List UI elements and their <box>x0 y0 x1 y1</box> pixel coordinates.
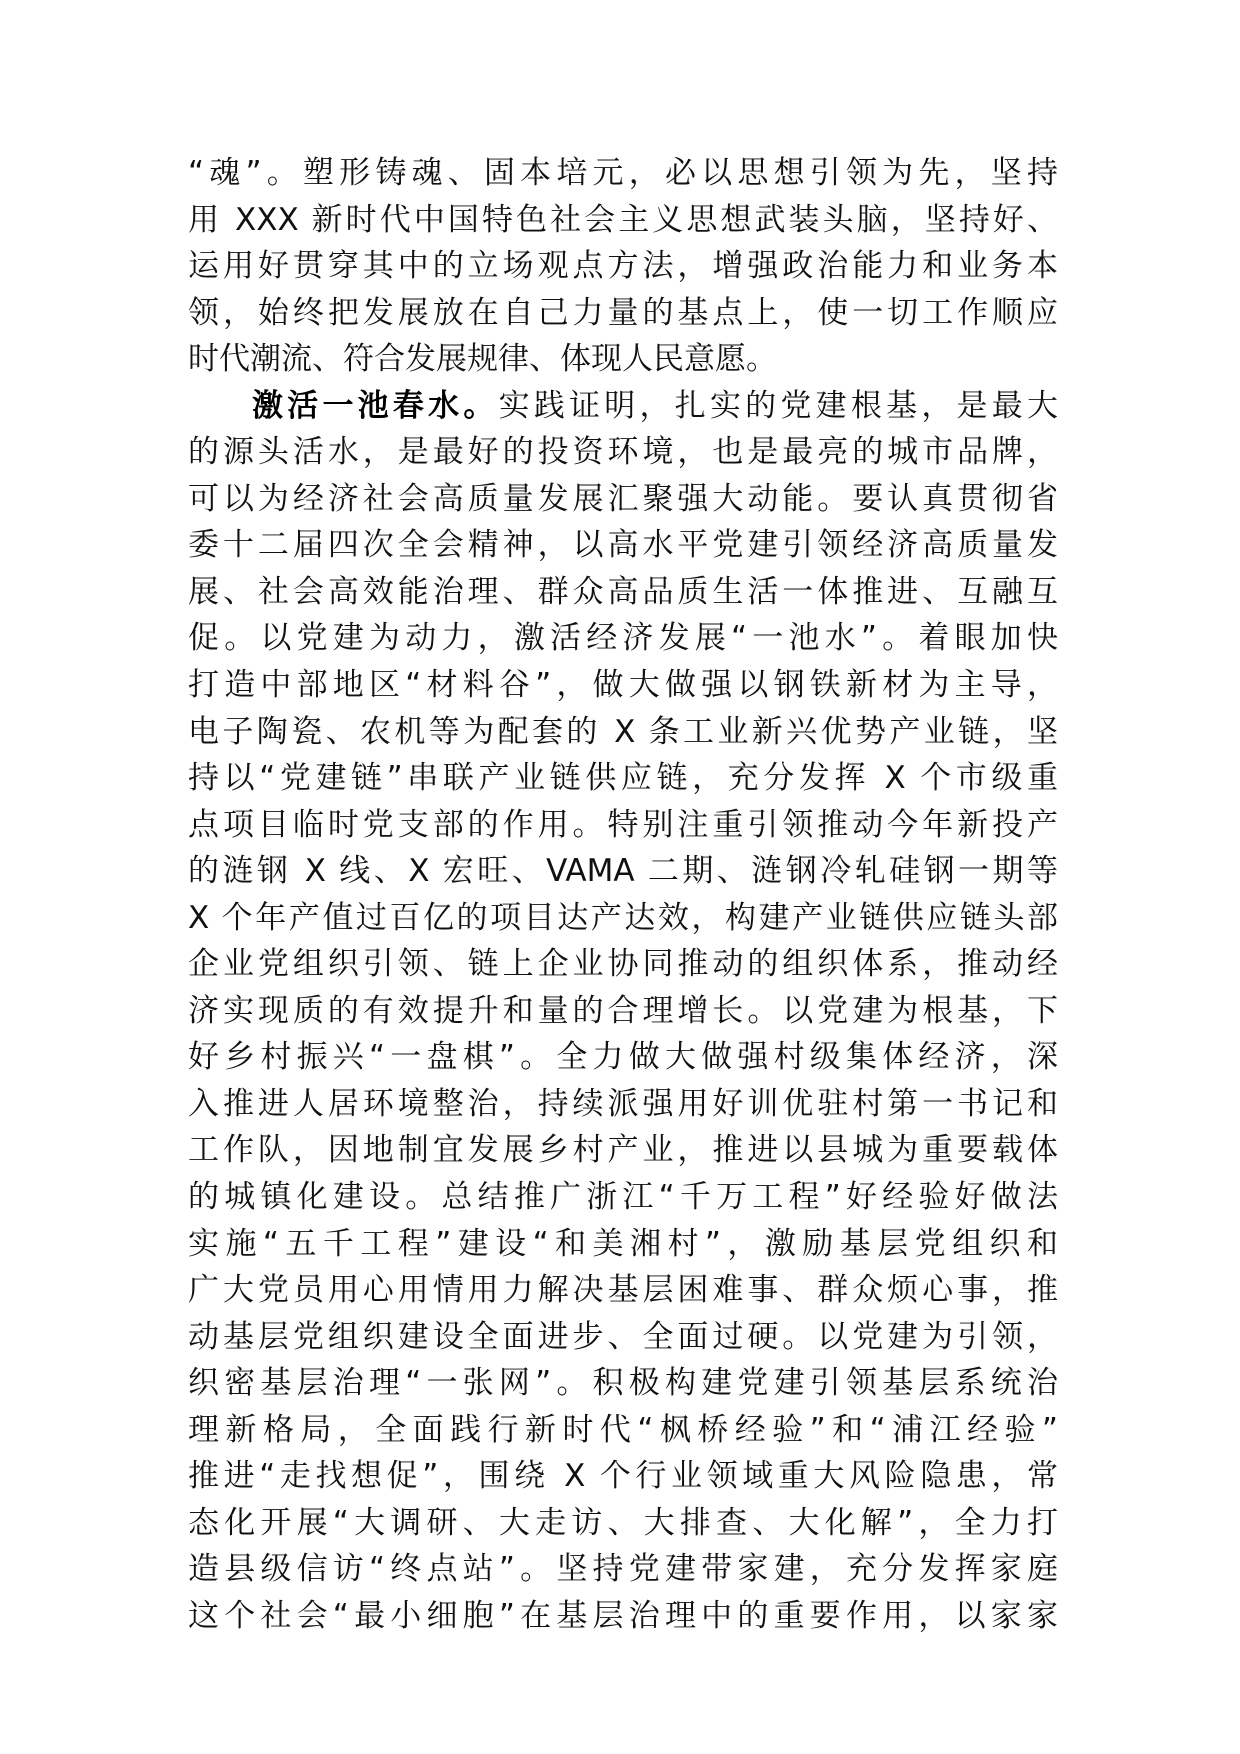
paragraph-activate-spring-water <box>188 383 1058 1640</box>
text-line: X 个年产值过百亿的项目达产达效，构建产业链供应链头部 <box>188 899 1058 936</box>
text-line: 展、社会高效能治理、群众高品质生活一体推进、互融互 <box>188 573 1058 610</box>
text-line: 推进“走找想促”，围绕 X 个行业领域重大风险隐患，常 <box>188 1458 1058 1495</box>
text-run: 实践证明，扎实的党建根基，是最大 <box>498 387 1059 424</box>
text-line: 运用好贯穿其中的立场观点方法，增强政治能力和业务本 <box>188 248 1058 285</box>
text-line: 持以“党建链”串联产业链供应链，充分发挥 X 个市级重 <box>188 760 1058 797</box>
text-line: 动基层党组织建设全面进步、全面过硬。以党建为引领， <box>188 1318 1058 1355</box>
text-line: 理新格局，全面践行新时代“枫桥经验”和“浦江经验” <box>188 1411 1058 1448</box>
text-line: 广大党员用心用情用力解决基层困难事、群众烦心事，推 <box>188 1272 1058 1309</box>
text-line: “魂”。塑形铸魂、固本培元，必以思想引领为先，坚持 <box>188 155 1058 191</box>
section-heading: 激活一池春水。 <box>252 387 499 424</box>
text-line: 点项目临时党支部的作用。特别注重引领推动今年新投产 <box>188 806 1058 843</box>
text-line: 好乡村振兴“一盘棋”。全力做大做强村级集体经济，深 <box>188 1039 1058 1076</box>
text-line: 工作队，因地制宜发展乡村产业，推进以县城为重要载体 <box>188 1132 1058 1169</box>
text-line: 实施“五千工程”建设“和美湘村”，激励基层党组织和 <box>188 1225 1058 1262</box>
text-line: 态化开展“大调研、大走访、大排查、大化解”，全力打 <box>188 1504 1058 1541</box>
text-line: 领，始终把发展放在自己力量的基点上，使一切工作顺应 <box>188 294 1058 331</box>
text-line: 打造中部地区“材料谷”，做大做强以钢铁新材为主导， <box>188 667 1058 704</box>
text-line-first <box>188 383 1058 430</box>
text-line: 委十二届四次全会精神，以高水平党建引领经济高质量发 <box>188 527 1058 564</box>
text-line: 的涟钢 X 线、X 宏旺、VAMA 二期、涟钢冷轧硅钢一期等 <box>188 853 1058 890</box>
text-line: 时代潮流、符合发展规律、体现人民意愿。 <box>188 341 777 378</box>
text-line: 造县级信访“终点站”。坚持党建带家建，充分发挥家庭 <box>188 1551 1058 1588</box>
body-text <box>188 150 1058 1640</box>
text-line: 的城镇化建设。总结推广浙江“千万工程”好经验好做法 <box>188 1179 1058 1216</box>
text-line: 用 XXX 新时代中国特色社会主义思想武装头脑，坚持好、 <box>188 201 1058 238</box>
text-line: 促。以党建为动力，激活经济发展“一池水”。着眼加快 <box>188 620 1058 657</box>
text-line: 的源头活水，是最好的投资环境，也是最亮的城市品牌， <box>188 434 1058 471</box>
text-line: 织密基层治理“一张网”。积极构建党建引领基层系统治 <box>188 1365 1058 1402</box>
text-line: 电子陶瓷、农机等为配套的 X 条工业新兴优势产业链，坚 <box>188 713 1058 750</box>
text-line: 入推进人居环境整治，持续派强用好训优驻村第一书记和 <box>188 1085 1058 1122</box>
text-line: 济实现质的有效提升和量的合理增长。以党建为根基，下 <box>188 992 1058 1029</box>
text-line: 可以为经济社会高质量发展汇聚强大动能。要认真贯彻省 <box>188 480 1058 517</box>
text-line: 这个社会“最小细胞”在基层治理中的重要作用，以家家 <box>188 1597 1058 1634</box>
text-line: 企业党组织引领、链上企业协同推动的组织体系，推动经 <box>188 946 1058 983</box>
paragraph-continuation <box>188 150 1058 383</box>
